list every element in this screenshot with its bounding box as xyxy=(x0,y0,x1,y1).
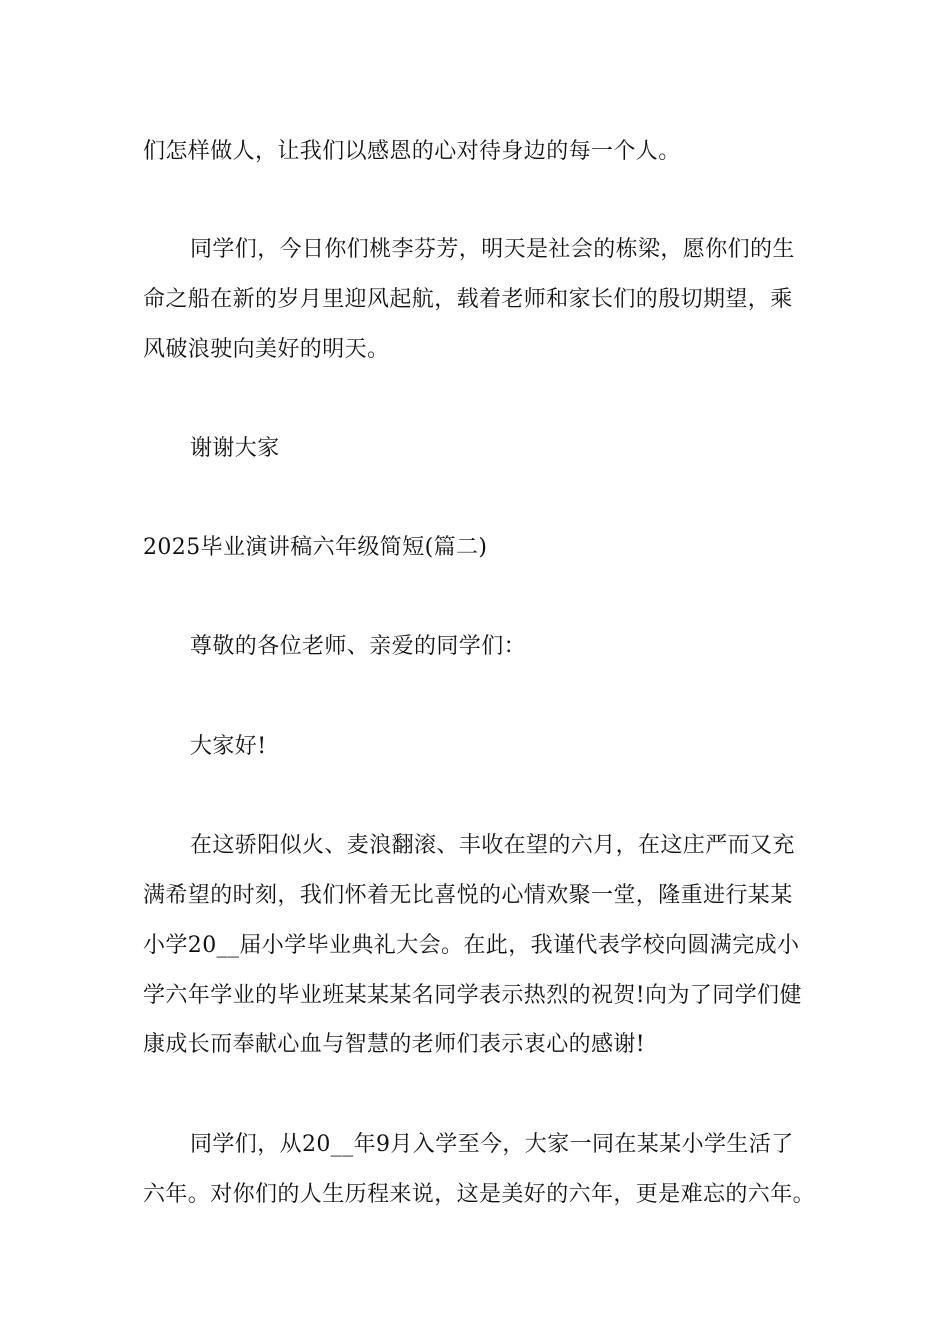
paragraph-line: 在这骄阳似火、麦浪翻滚、丰收在望的六月，在这庄严而又充 xyxy=(190,833,795,858)
paragraph-line: 学六年学业的毕业班某某某名同学表示热烈的祝贺!向为了同学们健 xyxy=(143,983,802,1008)
paragraph-line: 们怎样做人，让我们以感恩的心对待身边的每一个人。 xyxy=(143,139,681,164)
paragraph-line: 同学们，今日你们桃李芬芳，明天是社会的栋梁，愿你们的生 xyxy=(190,237,795,262)
paragraph-line: 风破浪驶向美好的明天。 xyxy=(143,337,390,362)
closing-line: 谢谢大家 xyxy=(190,436,280,461)
paragraph-line: 满希望的时刻，我们怀着无比喜悦的心情欢聚一堂，隆重进行某某 xyxy=(143,883,793,908)
paragraph-line: 康成长而奉献心血与智慧的老师们表示衷心的感谢! xyxy=(143,1032,646,1057)
paragraph-line: 同学们，从20__年9月入学至今，大家一同在某某小学生活了 xyxy=(190,1132,794,1157)
section-heading: 2025毕业演讲稿六年级简短(篇二) xyxy=(143,535,488,560)
salutation-line: 尊敬的各位老师、亲爱的同学们： xyxy=(190,634,527,659)
greeting-line: 大家好! xyxy=(190,734,267,759)
paragraph-line: 命之船在新的岁月里迎风起航，载着老师和家长们的殷切期望，乘 xyxy=(143,287,793,312)
paragraph-line: 六年。对你们的人生历程来说，这是美好的六年，更是难忘的六年。 xyxy=(143,1182,816,1207)
paragraph-line: 小学20__届小学毕业典礼大会。在此，我谨代表学校向圆满完成小 xyxy=(143,933,800,958)
